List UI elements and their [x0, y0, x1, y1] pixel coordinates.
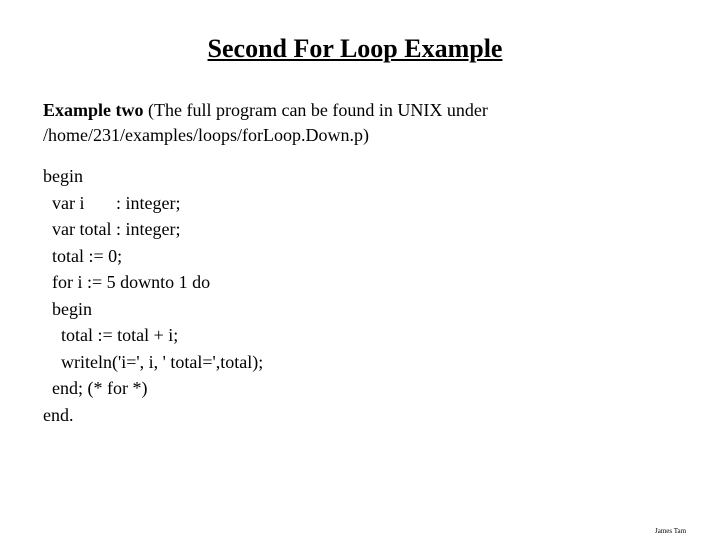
- code-line: begin: [43, 166, 83, 186]
- slide-title: Second For Loop Example: [207, 34, 503, 63]
- code-line: var total : integer;: [43, 219, 181, 239]
- code-line: begin: [43, 298, 92, 319]
- code-line: total := total + i;: [43, 325, 179, 345]
- intro-line-1: [43, 98, 693, 123]
- author-credit: James Tam: [655, 527, 687, 535]
- intro-lead: Example two: [43, 100, 144, 120]
- code-block: [43, 163, 263, 428]
- code-line: writeln('i=', i, ' total=',total);: [43, 351, 264, 372]
- intro-text: [43, 98, 693, 148]
- code-line: total := 0;: [43, 245, 123, 266]
- intro-rest: (The full program can be found in UNIX under: [143, 100, 488, 120]
- code-line: end.: [43, 404, 74, 425]
- code-line: for i := 5 downto 1 do: [43, 272, 211, 292]
- code-line: end; (* for *): [43, 378, 148, 398]
- intro-path: /home/231/examples/loops/forLoop.Down.p): [43, 125, 369, 145]
- code-line: var i : integer;: [43, 192, 181, 213]
